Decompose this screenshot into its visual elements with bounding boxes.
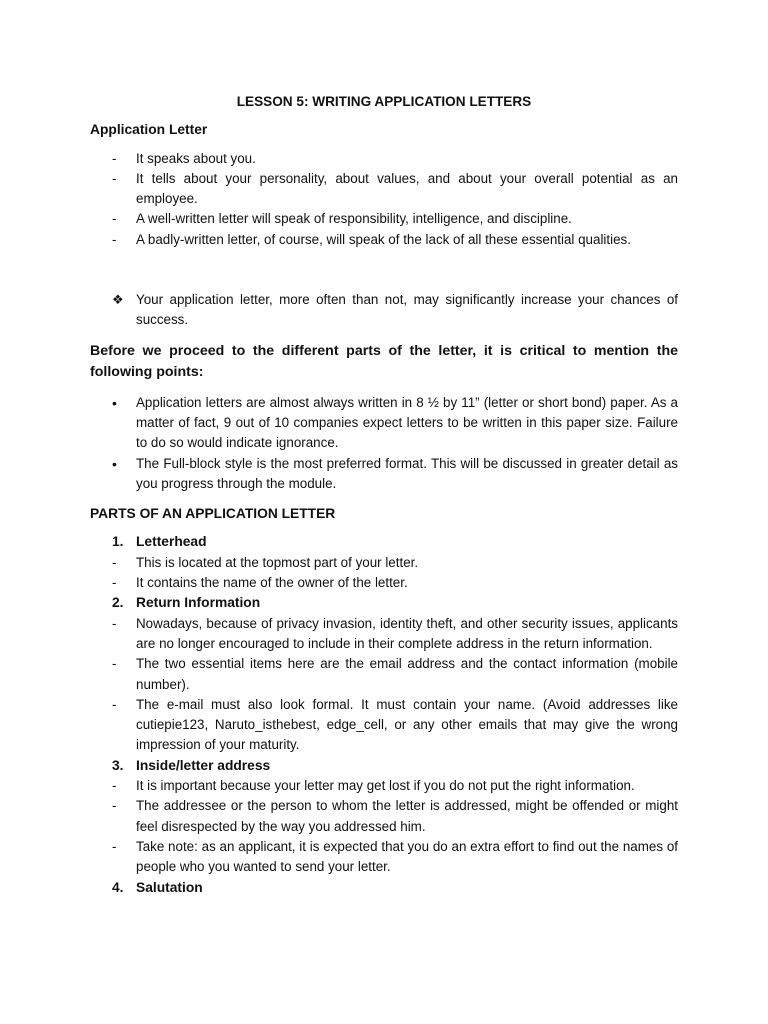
diamond-bullet-icon: ❖ [112, 292, 124, 308]
bullet-icon: • [112, 455, 117, 472]
page-title: LESSON 5: WRITING APPLICATION LETTERS [236, 94, 532, 109]
note-text: Your application letter, more often than not, may significantly increase your chances of success. [136, 292, 678, 328]
part-number: 2. [112, 595, 124, 611]
part-label: Return Information [136, 595, 261, 611]
section-heading-points: Before we proceed to the different parts of the letter, it is critical to mention the following points: [90, 342, 678, 380]
part-heading-inside-address [90, 756, 678, 776]
list-item-text: It is important because your letter may get lost if you do not put the right information. [136, 778, 635, 794]
bullet-item [90, 454, 678, 495]
list-item-text: A well-written letter will speak of responsibility, intelligence, and discipline. [136, 211, 572, 227]
list-item [90, 654, 678, 695]
part-label: Salutation [136, 879, 203, 895]
list-item-text: It speaks about you. [136, 150, 256, 166]
bullet-icon: • [112, 394, 117, 411]
dash-marker: - [112, 575, 117, 591]
list-item-text: Nowadays, because of privacy invasion, identity theft, and other security issues, applicants are no longer encouraged to include in their complete address in the return information. [136, 615, 678, 651]
list-item-text: The e-mail must also look formal. It must contain your name. (Avoid addresses like cutiepie123, Naruto_isthebest, edge_cell, or any other emails that may give the wrong impression of your maturity. [136, 696, 678, 753]
application-letter-list [90, 149, 678, 250]
dash-marker: - [112, 170, 117, 186]
dash-marker: - [112, 778, 117, 794]
note-item [90, 290, 678, 331]
list-item-text: The two essential items here are the email address and the contact information (mobile number). [136, 656, 678, 692]
dash-marker: - [112, 696, 117, 712]
dash-marker: - [112, 150, 117, 166]
dash-marker: - [112, 231, 117, 247]
dash-marker: - [112, 838, 117, 854]
list-item [90, 169, 678, 210]
document-page [90, 92, 678, 898]
part-number: 4. [112, 879, 124, 895]
dash-marker: - [112, 656, 117, 672]
section-heading-parts: PARTS OF AN APPLICATION LETTER [90, 506, 336, 522]
inside-address-points [90, 776, 678, 877]
dash-marker: - [112, 615, 117, 631]
points-list [90, 393, 678, 494]
list-item-text: A badly-written letter, of course, will speak of the lack of all these essential qualities. [136, 231, 631, 247]
part-number: 1. [112, 534, 124, 550]
part-heading-letterhead [90, 532, 678, 552]
list-item [90, 695, 678, 756]
list-item [90, 553, 678, 573]
bullet-text: Application letters are almost always written in 8 ½ by 11” (letter or short bond) paper. As a matter of fact, 9 out of 10 companies expect letters to be written in this paper size. Failure to do so would indicate ignorance. [136, 394, 678, 451]
list-item [90, 209, 678, 229]
letterhead-points [90, 553, 678, 594]
dash-marker: - [112, 798, 117, 814]
part-heading-return-information [90, 593, 678, 613]
bullet-item [90, 393, 678, 454]
note-list [90, 290, 678, 331]
list-item [90, 614, 678, 655]
dash-marker: - [112, 211, 117, 227]
list-item-text: It contains the name of the owner of the letter. [136, 575, 408, 591]
return-information-points [90, 614, 678, 756]
part-heading-salutation [90, 878, 678, 898]
list-item-text: Take note: as an applicant, it is expected that you do an extra effort to find out the names of people who you wanted to send your letter. [136, 838, 678, 875]
list-item-text: This is located at the topmost part of your letter. [136, 554, 419, 570]
bullet-text: The Full-block style is the most preferred format. This will be discussed in greater detail as you progress through the module. [136, 455, 678, 491]
list-item [90, 837, 678, 878]
part-number: 3. [112, 757, 124, 773]
list-item [90, 230, 678, 250]
dash-marker: - [112, 554, 117, 570]
section-heading-application-letter: Application Letter [90, 122, 208, 138]
part-label: Inside/letter address [136, 757, 271, 773]
list-item-text: The addressee or the person to whom the letter is addressed, might be offended or might feel disrespected by the way you addressed him. [136, 798, 678, 834]
list-item [90, 776, 678, 796]
part-label: Letterhead [136, 534, 207, 550]
list-item [90, 796, 678, 837]
list-item [90, 149, 678, 169]
list-item [90, 573, 678, 593]
list-item-text: It tells about your personality, about values, and about your overall potential as an employee. [136, 170, 678, 207]
